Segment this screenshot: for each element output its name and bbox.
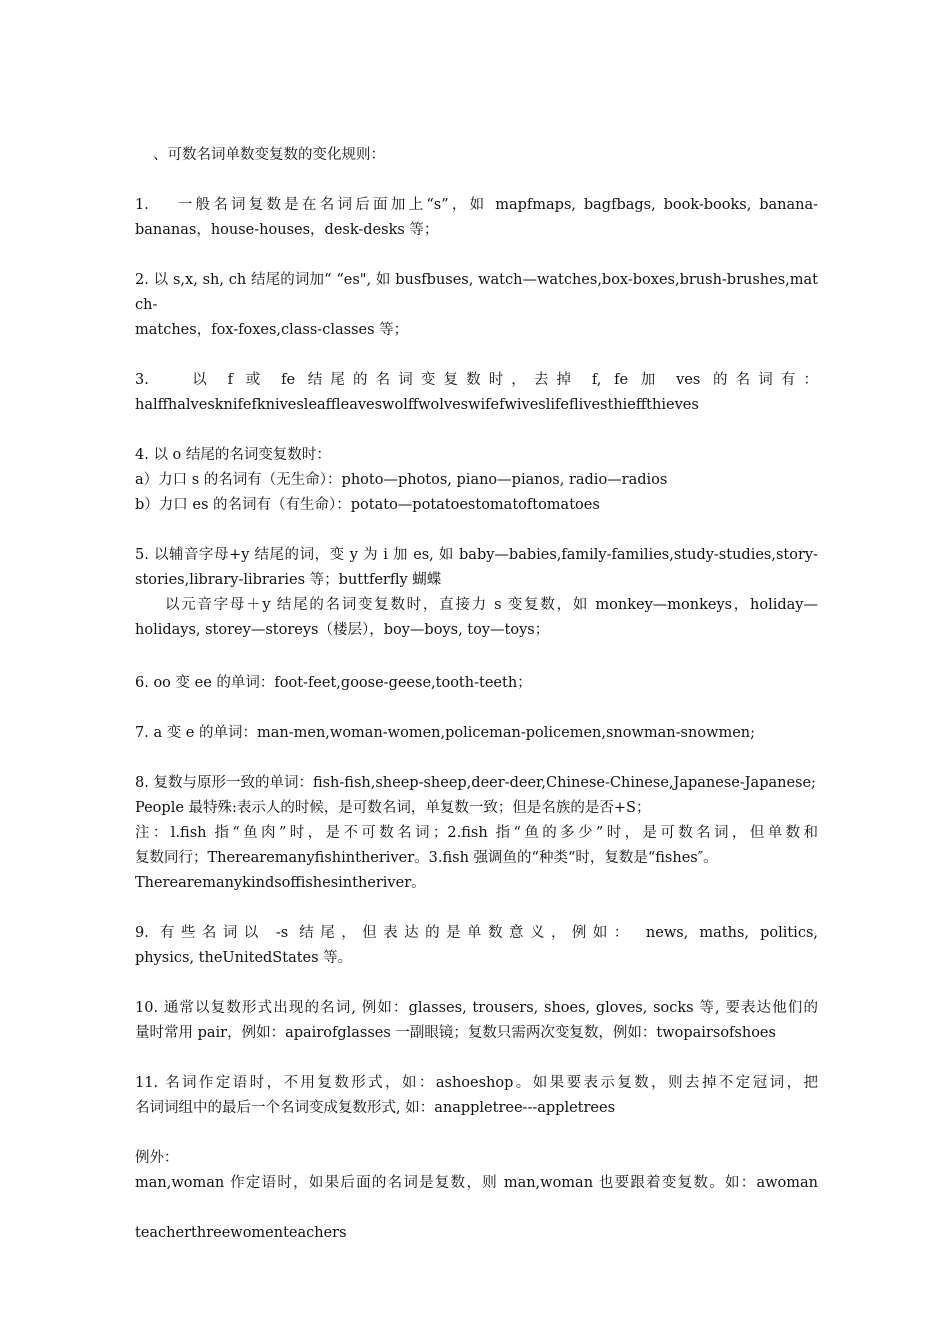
exception-line-2: teacherthreewomenteachers [135,1225,347,1241]
rule-6 [135,671,818,696]
rule-11 [135,1071,818,1121]
rule-10-line-1: 10. 通常以复数形式出现的名词, 例如：glasses, trousers, shoes, gloves, socks 等, 要表达他们的 [135,1000,818,1016]
rule-4-line-1: 4. 以 o 结尾的名词变复数时： [135,447,331,463]
rule-5 [135,543,818,643]
rule-3-line-2: halffhalvesknifefknivesleaffleaveswolffwolveswifefwiveslifeflivesthieffthieves [135,397,699,413]
document-title: 、可数名词单数变复数的变化规则： [153,147,385,163]
exception-line-1: man,woman 作定语时，如果后面的名词是复数，则 man,woman 也要跟着变复数。如：awoman [135,1175,818,1191]
rule-8-line-4: 复数同行；Therearemanyfishintheriver。3.fish 强调鱼的“种类“时，复数是“fishes″。 [135,850,718,866]
exception-continuation [135,1221,818,1246]
rule-1 [135,193,818,243]
rule-8-line-2: People 最特殊:表示人的时候，是可数名词，单复数一致；但是名族的是否+S； [135,800,651,816]
rule-9-line-2: physics, theUnitedStates 等。 [135,950,353,966]
rule-8-line-1: 8. 复数与原形一致的单词：fish-fish,sheep-sheep,deer-deer,Chinese-Chinese,Japanese-Japanese; [135,775,816,791]
rule-3 [135,368,818,418]
rule-4-line-3: b）力口 es 的名词有（有生命）：potato—potatoestomatoftomatoes [135,497,600,513]
rule-5-line-4: holidays, storey—storeys（楼层），boy—boys, toy—toys； [135,622,550,638]
rule-10 [135,996,818,1046]
rule-8-line-5: Therearemanykindsoffishesintheriver。 [135,875,426,891]
rule-5-line-1: 5. 以辅音字母+y 结尾的词，变 y 为 i 加 es, 如 baby—babies,family-families,study-studies,story- [135,547,818,563]
rule-2 [135,268,818,343]
rule-7-line-1: 7. a 变 e 的单词：man-men,woman-women,policeman-policemen,snowman-snowmen; [135,725,756,741]
rule-5-line-3: 以元音字母＋y 结尾的名词变复数时，直接力 s 变复数，如 monkey—monkeys，holiday— [165,597,818,613]
rule-5-line-2: stories,library-libraries 等；buttferfly 蝴蝶 [135,572,442,588]
rule-7 [135,721,818,746]
rule-8-line-3: 注：l.fish 指“鱼肉”时，是不可数名词；2.fish 指“鱼的多少”时，是可数名词，但单数和 [135,825,818,841]
rule-1-line-2: bananas，house-houses，desk-desks 等； [135,222,439,238]
rule-2-line-1: 2. 以 s,x, sh, ch 结尾的词加“ “es", 如 busfbuses, watch—watches,box-boxes,brush-brushes,match- [135,272,818,313]
document-page [135,143,818,1246]
exception-section [135,1146,818,1196]
rule-9-line-1: 9. 有些名词以 -s 结尾，但表达的是单数意义，例如： news, maths, politics, [135,925,818,941]
rule-2-line-2: matches，fox-foxes,class-classes 等； [135,322,409,338]
rule-4-line-2: a）力口 s 的名词有（无生命）：photo—photos, piano—pianos, radio—radios [135,472,668,488]
rule-11-line-1: 11. 名词作定语时，不用复数形式，如：ashoeshop。如果要表示复数，则去掉不定冠词，把 [135,1075,818,1091]
rule-1-line-1: 1. 一般名词复数是在名词后面加上“s”，如 mapfmaps, bagfbags, book-books, banana- [135,197,818,213]
exception-heading: 例外： [135,1150,179,1166]
rule-4 [135,443,818,518]
rule-10-line-2: 量时常用 pair，例如：apairofglasses 一副眼镜；复数只需两次变复数，例如：twopairsofshoes [135,1025,776,1041]
rule-9 [135,921,818,971]
rule-6-line-1: 6. oo 变 ee 的单词：foot-feet,goose-geese,tooth-teeth； [135,675,532,691]
rule-11-line-2: 名词词组中的最后一个名词变成复数形式, 如：anappletree---appletrees [135,1100,616,1116]
rule-8 [135,771,818,896]
rule-3-line-1: 3. 以 f 或 fe 结尾的名词变复数时，去掉 f, fe 加 ves 的名词有： [135,372,818,388]
